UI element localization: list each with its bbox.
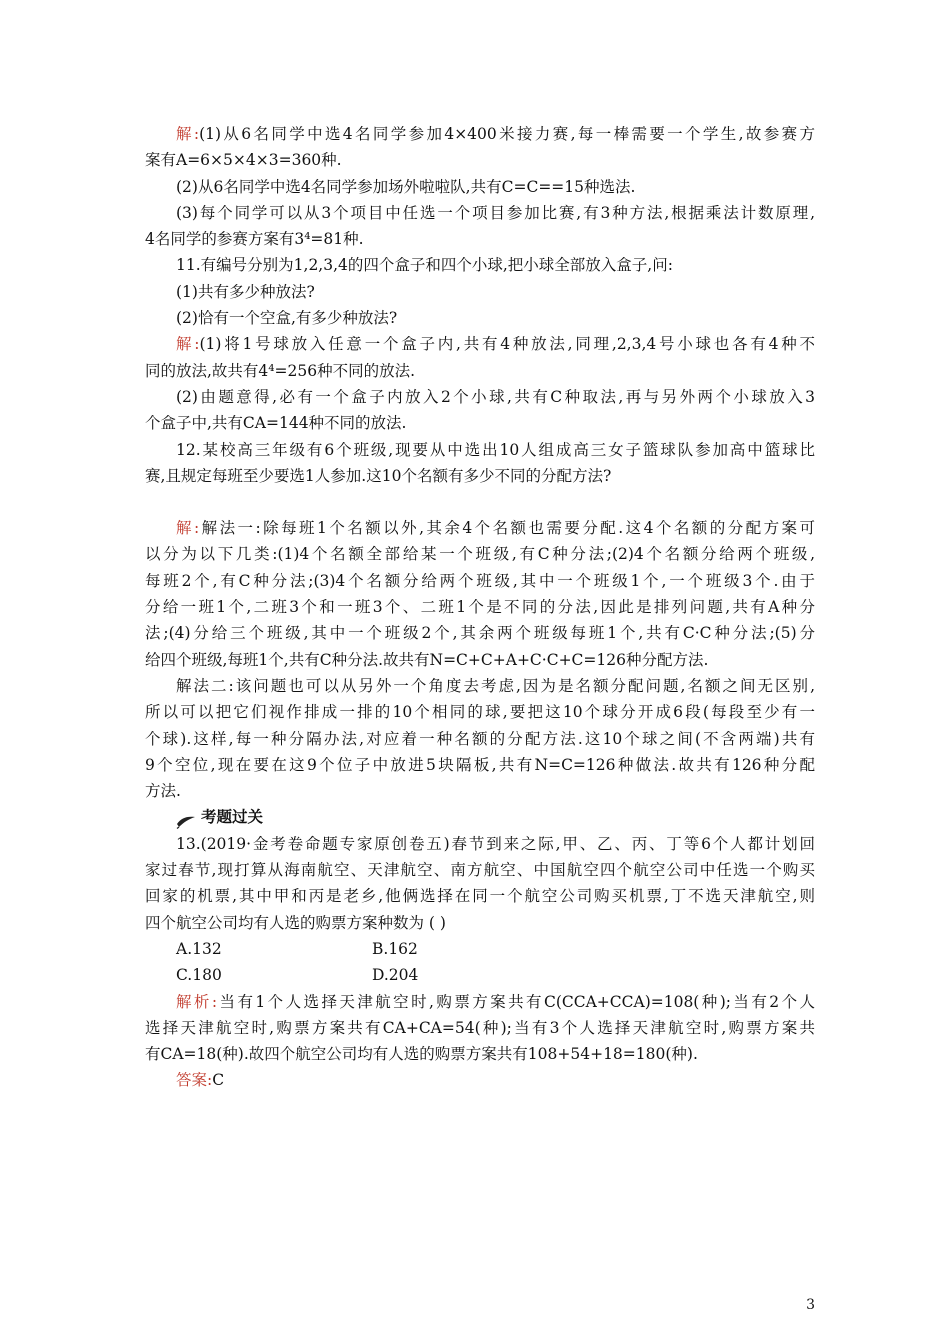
q12-solution-line: 以分为以下几类:(1)4个名额全部给某一个班级,有C种分法;(2)4个名额分给两个班级,	[145, 545, 815, 564]
q12-solution-line: 法;(4)分给三个班级,其中一个班级2个,其余两个班级每班1个,共有C·C种分法;(5)分	[145, 624, 815, 643]
solution-label: 解:	[176, 519, 200, 538]
q11-subquestion: (2)恰有一个空盒,有多少种放法?	[176, 309, 398, 328]
answer-value: C	[212, 1071, 225, 1090]
q13-analysis-line: 选择天津航空时,购票方案共有CA+CA=54(种);当有3个人选择天津航空时,购票方案共	[145, 1018, 815, 1037]
option-d: D.204	[372, 966, 419, 985]
q11-solution-line: 同的放法,故共有4⁴=256种不同的放法.	[145, 361, 416, 380]
q13-stem: 四个航空公司均有人选的购票方案种数为 ( )	[145, 913, 446, 932]
q13-stem: 家过春节,现打算从海南航空、天津航空、南方航空、中国航空四个航空公司中任选一个购买	[145, 861, 815, 880]
q12-stem: 赛,且规定每班至少要选1人参加.这10个名额有多少不同的分配方法?	[145, 466, 612, 485]
section-title: 考题过关	[201, 807, 264, 827]
q12-solution-line: 9个空位,现在要在这9个位子中放进5块隔板,共有N=C=126种做法.故共有126种分配	[145, 755, 815, 774]
q10-solution-line: 4名同学的参赛方案有3⁴=81种.	[145, 230, 364, 249]
q12-solution-line: 分给一班1个,二班3个和一班3个、二班1个是不同的分法,因此是排列问题,共有A种分	[145, 598, 815, 617]
q11-subquestion: (1)共有多少种放法?	[176, 282, 315, 301]
q13-analysis-line: 解析:当有1个人选择天津航空时,购票方案共有C(CCA+CCA)=108(种);当有2个人	[176, 992, 815, 1011]
q13-stem: 13.(2019·金考卷命题专家原创卷五)春节到来之际,甲、乙、丙、丁等6个人都计划回	[176, 834, 815, 853]
option-a: A.132	[176, 939, 222, 958]
q11-solution-line: 个盒子中,共有CA=144种不同的放法.	[145, 414, 407, 433]
q12-solution-line: 给四个班级,每班1个,共有C种分法.故共有N=C+C+A+C·C+C=126种分配方法.	[145, 650, 709, 669]
q10-solution-line: (3)每个同学可以从3个项目中任选一个项目参加比赛,有3种方法,根据乘法计数原理,	[176, 203, 815, 222]
pen-brush-icon	[176, 811, 196, 825]
q10-solution-line: (2)从6名同学中选4名同学参加场外啦啦队,共有C=C==15种选法.	[176, 177, 636, 196]
q11-solution-line: 解:(1)将1号球放入任意一个盒子内,共有4种放法,同理,2,3,4号小球也各有4种不	[176, 335, 815, 354]
q12-solution-line: 方法.	[145, 782, 181, 801]
q13-options-row	[145, 962, 815, 988]
option-c: C.180	[176, 966, 222, 985]
q11-stem: 11.有编号分别为1,2,3,4的四个盒子和四个小球,把小球全部放入盒子,问:	[176, 256, 673, 275]
q13-answer-line	[145, 1067, 815, 1093]
q10-solution-line: 解:(1)从6名同学中选4名同学参加4×400米接力赛,每一棒需要一个学生,故参赛方	[176, 125, 815, 143]
q12-solution-line: 解:解法一:除每班1个名额以外,其余4个名额也需要分配.这4个名额的分配方案可	[176, 519, 815, 538]
q12-solution-line: 每班2个,有C种分法;(3)4个名额分给两个班级,其中一个班级1个,一个班级3个.由于	[145, 571, 815, 590]
page-content	[145, 121, 815, 1094]
spacer	[145, 489, 815, 515]
q13-options-row	[145, 936, 815, 962]
q12-solution-line: 个球).这样,每一种分隔办法,对应着一种名额的分配方法.这10个球之间(不含两端)共有	[145, 729, 815, 748]
q11-solution-line: (2)由题意得,必有一个盒子内放入2个小球,共有C种取法,再与另外两个小球放入3	[176, 387, 815, 406]
answer-label: 答案:	[176, 1071, 213, 1090]
q12-solution-line: 解法二:该问题也可以从另外一个角度去考虑,因为是名额分配问题,名额之间无区别,	[176, 676, 815, 695]
q10-solution-line: 案有A=6×5×4×3=360种.	[145, 151, 342, 170]
solution-label: 解:	[176, 125, 200, 143]
q12-solution-line: 所以可以把它们视作排成一排的10个相同的球,要把这10个球分开成6段(每段至少有一	[145, 703, 815, 722]
section-header	[145, 804, 815, 830]
analysis-label: 解析:	[176, 992, 218, 1011]
q13-analysis-line: 有CA=18(种).故四个航空公司均有人选的购票方案共有108+54+18=180(种).	[145, 1045, 698, 1064]
page-number: 3	[806, 1297, 815, 1313]
q13-stem: 回家的机票,其中甲和丙是老乡,他俩选择在同一个航空公司购买机票,丁不选天津航空,则	[145, 887, 815, 906]
q12-stem: 12.某校高三年级有6个班级,现要从中选出10人组成高三女子篮球队参加高中篮球比	[176, 440, 815, 459]
option-b: B.162	[372, 939, 418, 958]
solution-label: 解:	[176, 335, 200, 354]
